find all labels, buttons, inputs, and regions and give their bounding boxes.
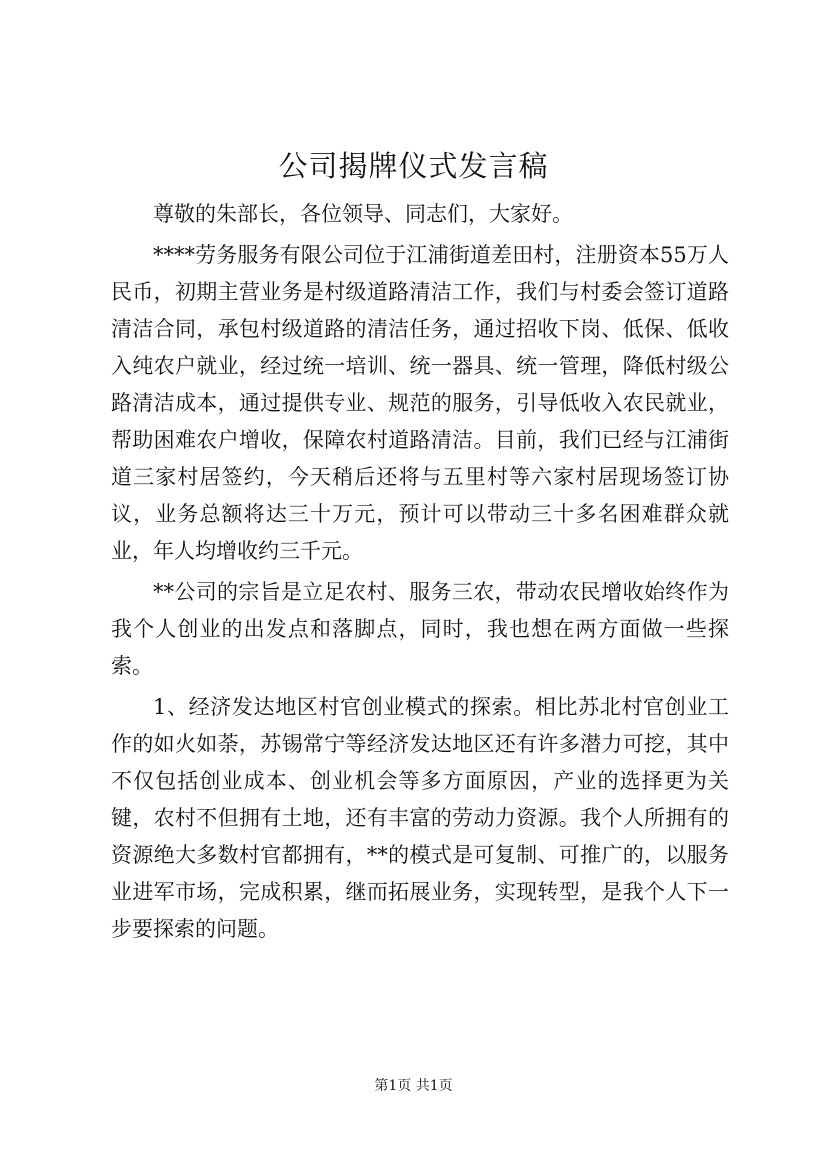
document-title: 公司揭牌仪式发言稿	[278, 149, 549, 183]
paragraph-company-intro: ****劳务服务有限公司位于江浦街道差田村，注册资本55万人民币，初期主营业务是村级道路清洁工作，我们与村委会签订道路清洁合同，承包村级道路的清洁任务，通过招收下岗、低保、低收入纯农户就业，经过统一培训、统一器具、统一管理，降低村级公路清洁成本，通过提供专业、规范的服务，引导低收入农民就业，帮助困难农户增收，保障农村道路清洁。目前，我们已经与江浦街道三家村居签约，今天稍后还将与五里村等六家村居现场签订协议，业务总额将达三十万元，预计可以带动三十多名困难群众就业，年人均增收约三千元。	[111, 243, 729, 563]
paragraph-greeting: 尊敬的朱部长，各位领导、同志们，大家好。	[153, 202, 573, 226]
page-number-footer: 第1页 共1页	[374, 1078, 453, 1094]
paragraph-company-purpose: **公司的宗旨是立足农村、服务三农，带动农民增收始终作为我个人创业的出发点和落脚点，同时，我也想在两方面做一些探索。	[111, 580, 729, 678]
paragraph-exploration-1: 1、经济发达地区村官创业模式的探索。相比苏北村官创业工作的如火如荼，苏锡常宁等经济发达地区还有许多潜力可挖，其中不仅包括创业成本、创业机会等多方面原因，产业的选择更为关键，农村不但拥有土地，还有丰富的劳动力资源。我个人所拥有的资源绝大多数村官都拥有，**的模式是可复制、可推广的，以服务业进军市场，完成积累，继而拓展业务，实现转型，是我个人下一步要探索的问题。	[111, 695, 729, 941]
document-body	[111, 196, 729, 948]
